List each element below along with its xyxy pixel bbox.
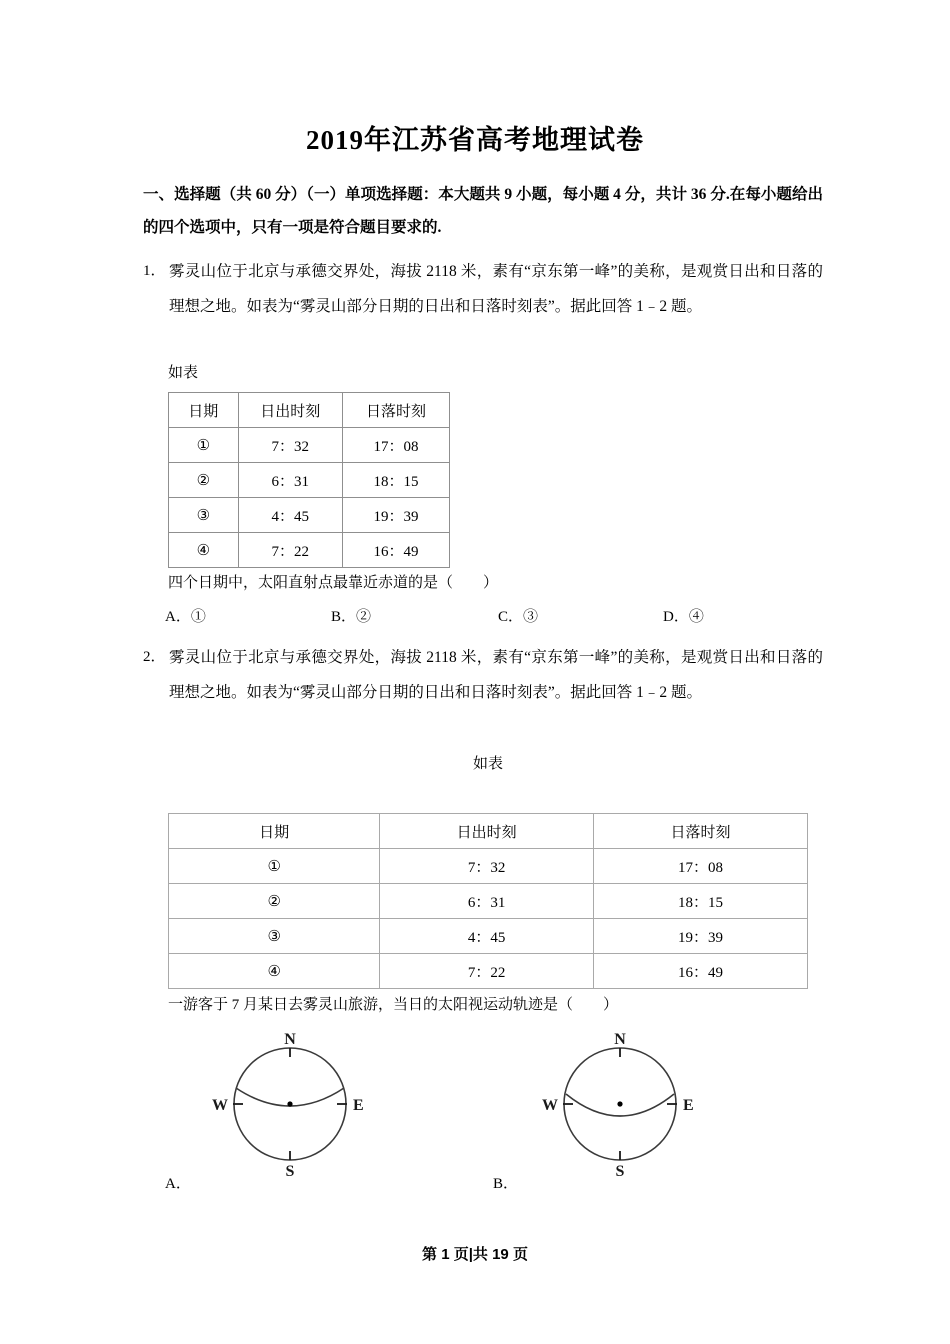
question-1-stem: 四个日期中，太阳直射点最靠近赤道的是（ ） [168, 575, 499, 591]
table-cell: 4：45 [380, 919, 594, 954]
option-a[interactable] [165, 605, 206, 626]
section-heading: 一、选择题（共 60 分）（一）单项选择题：本大题共 9 小题，每小题 4 分，共计 36 分.在每小题给出的四个选项中，只有一项是符合题目要求的. [143, 186, 823, 236]
table-cell: 4：45 [238, 498, 342, 533]
question-2-option-b-label[interactable] [493, 1172, 518, 1193]
sunrise-sunset-table-1 [168, 392, 450, 568]
south-label: S [285, 1163, 295, 1180]
page-footer: 第 1 页|共 19 页 [422, 1246, 528, 1263]
table-header-row [169, 814, 808, 849]
table-cell: 17：08 [343, 428, 450, 463]
west-label: W [542, 1097, 558, 1114]
option-d-label: D． [663, 609, 689, 625]
table-cell: ① [169, 849, 380, 884]
question-2-table-note: 如表 [472, 756, 503, 772]
question-2-stem: 一游客于 7 月某日去雾灵山旅游，当日的太阳视运动轨迹是（ ） [168, 997, 619, 1013]
table-row [169, 919, 808, 954]
east-label: E [353, 1097, 364, 1114]
north-label: N [614, 1031, 626, 1048]
south-label: S [615, 1163, 625, 1180]
table-cell: 16：49 [343, 533, 450, 568]
table-header-row [169, 393, 450, 428]
table-cell: 19：39 [593, 919, 807, 954]
option-a-label: A． [165, 609, 191, 625]
table-cell: 7：22 [380, 954, 594, 989]
option-b-label: B． [331, 609, 357, 625]
option-d-text: ④ [688, 609, 704, 625]
option-b[interactable] [331, 605, 371, 626]
table-row [169, 498, 450, 533]
option-c-text: ③ [523, 609, 539, 625]
question-2-option-a-label[interactable] [165, 1172, 191, 1193]
question-1-table-note: 如表 [168, 365, 199, 381]
sun-path-diagram-b-svg [525, 1028, 715, 1180]
table-cell: ④ [169, 533, 239, 568]
table-header-cell: 日出时刻 [238, 393, 342, 428]
question-2-passage: 雾灵山位于北京与承德交界处，海拔 2118 米，素有“京东第一峰”的美称，是观赏日出和日落的理想之地。如表为“雾灵山部分日期的日出和日落时刻表”。据此回答 1﹣2 题。 [169, 649, 823, 701]
option-c[interactable] [498, 605, 538, 626]
observer-dot-icon [287, 1101, 292, 1106]
table-cell: 19：39 [343, 498, 450, 533]
question-1-passage: 雾灵山位于北京与承德交界处，海拔 2118 米，素有“京东第一峰”的美称，是观赏日出和日落的理想之地。如表为“雾灵山部分日期的日出和日落时刻表”。据此回答 1﹣2 题。 [169, 263, 823, 315]
question-2-number: 2． [143, 649, 166, 665]
table-cell: 7：22 [238, 533, 342, 568]
sunrise-sunset-table-2 [168, 813, 808, 989]
table-cell: 6：31 [238, 463, 342, 498]
table-header-cell: 日出时刻 [380, 814, 594, 849]
table-row [169, 533, 450, 568]
table-header-cell: 日落时刻 [593, 814, 807, 849]
table-cell: 18：15 [593, 884, 807, 919]
observer-dot-icon [617, 1101, 622, 1106]
table-row [169, 849, 808, 884]
table-cell: 7：32 [380, 849, 594, 884]
question-1-number: 1． [143, 263, 166, 279]
table-cell: 17：08 [593, 849, 807, 884]
east-label: E [683, 1097, 694, 1114]
table-cell: 16：49 [593, 954, 807, 989]
table-cell: 7：32 [238, 428, 342, 463]
option-b-label-text: B． [493, 1176, 519, 1192]
table-cell: ② [169, 463, 239, 498]
option-d[interactable] [663, 605, 704, 626]
table-cell: ② [169, 884, 380, 919]
sun-path-figure-area [150, 1028, 830, 1213]
table-row [169, 884, 808, 919]
table-cell: 6：31 [380, 884, 594, 919]
sun-path-diagram-a[interactable] [195, 1028, 385, 1180]
table-cell: ① [169, 428, 239, 463]
option-a-text: ① [190, 609, 206, 625]
table-cell: 18：15 [343, 463, 450, 498]
table-row [169, 463, 450, 498]
table-cell: ④ [169, 954, 380, 989]
option-b-text: ② [356, 609, 372, 625]
question-1 [143, 254, 823, 324]
option-a-label-text: A． [165, 1176, 191, 1192]
table-row [169, 954, 808, 989]
table-header-cell: 日期 [169, 393, 239, 428]
table-cell: ③ [169, 498, 239, 533]
table-row [169, 428, 450, 463]
page-title: 2019年江苏省高考地理试卷 [306, 125, 644, 155]
west-label: W [212, 1097, 228, 1114]
option-c-label: C． [498, 609, 524, 625]
table-cell: ③ [169, 919, 380, 954]
table-header-cell: 日期 [169, 814, 380, 849]
question-2 [143, 640, 823, 710]
table-header-cell: 日落时刻 [343, 393, 450, 428]
sun-path-diagram-b[interactable] [525, 1028, 715, 1180]
north-label: N [284, 1031, 296, 1048]
sun-path-diagram-a-svg [195, 1028, 385, 1180]
